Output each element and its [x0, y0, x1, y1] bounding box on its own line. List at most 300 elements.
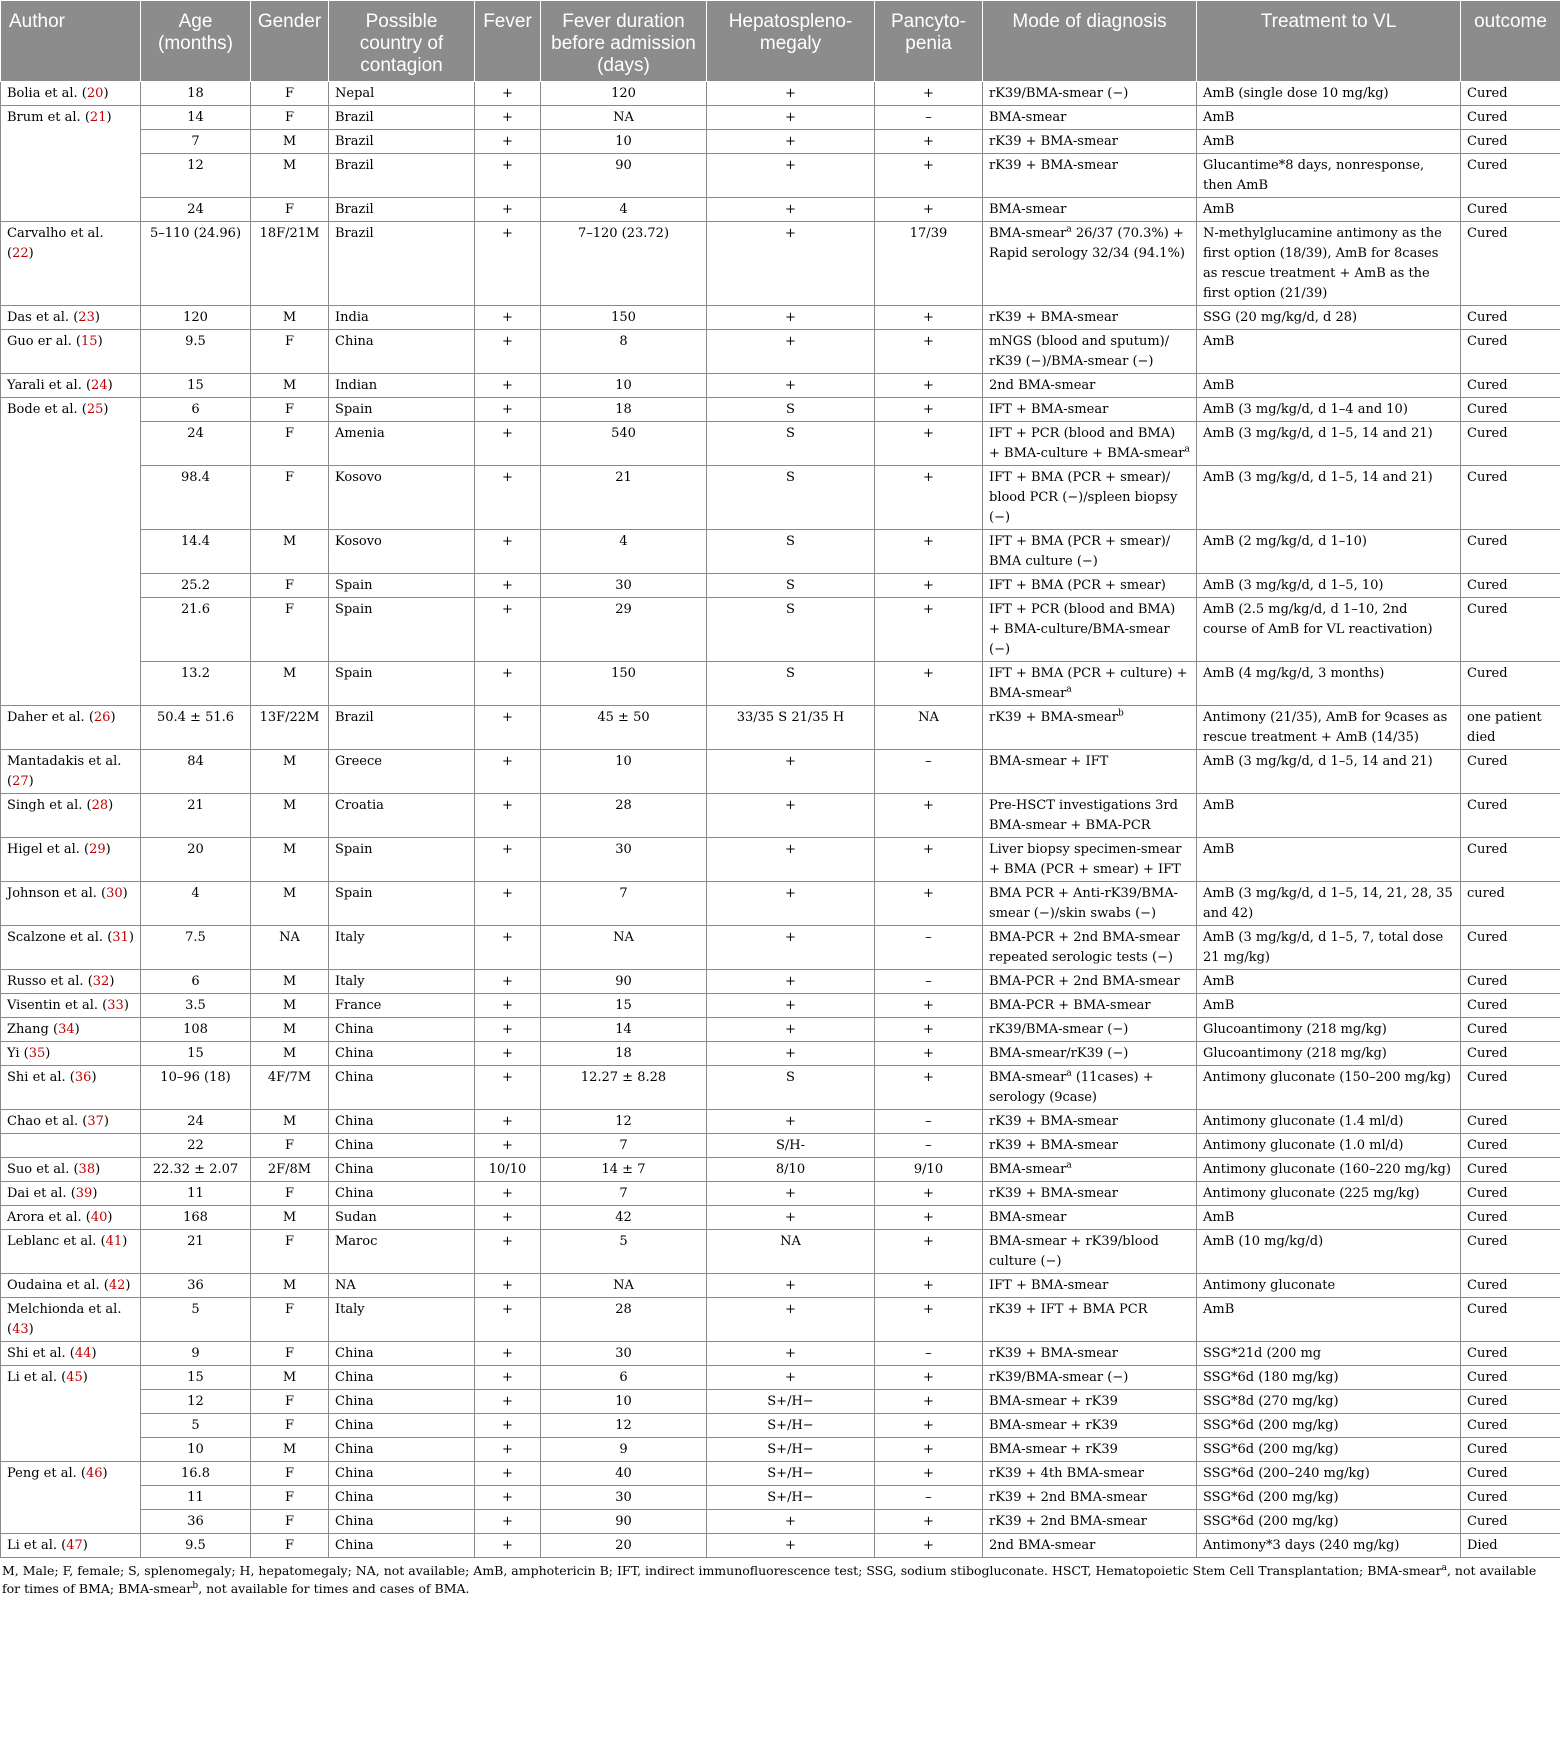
cell-fever-duration: 14 ± 7: [541, 1158, 707, 1182]
cell-fever: +: [475, 1438, 541, 1462]
cell-treatment: SSG*6d (200 mg/kg): [1197, 1438, 1461, 1462]
cell-country: Greece: [329, 750, 475, 794]
table-row: [1, 1066, 1560, 1110]
cell-treatment: Antimony (21/35), AmB for 9cases as rescue treatment + AmB (14/35): [1197, 706, 1461, 750]
cell-gender: M: [251, 530, 329, 574]
reference-link[interactable]: 31: [112, 930, 129, 945]
header-fever-duration: Fever duration before admission (days): [541, 1, 707, 82]
cell-fever-duration: 9: [541, 1438, 707, 1462]
cell-treatment: Antimony gluconate (1.4 ml/d): [1197, 1110, 1461, 1134]
diagnosis-footnote-mark: a: [1184, 444, 1190, 455]
reference-link[interactable]: 45: [66, 1370, 83, 1385]
cell-fever: +: [475, 398, 541, 422]
cell-hepatosplenomegaly: +: [707, 1366, 875, 1390]
cell-gender: NA: [251, 926, 329, 970]
cell-fever: +: [475, 1462, 541, 1486]
cell-outcome: Cured: [1461, 1158, 1560, 1182]
cell-author: Guo er al. (15): [1, 330, 141, 374]
cell-country: Brazil: [329, 222, 475, 306]
cell-age: 5–110 (24.96): [141, 222, 251, 306]
cell-age: 18: [141, 82, 251, 106]
table-row: [1, 1366, 1560, 1390]
cell-treatment: AmB: [1197, 1206, 1461, 1230]
cell-fever-duration: 21: [541, 466, 707, 530]
cell-country: Spain: [329, 574, 475, 598]
reference-link[interactable]: 36: [74, 1070, 92, 1085]
cell-age: 24: [141, 422, 251, 466]
cell-pancytopenia: +: [875, 1510, 983, 1534]
cell-treatment: AmB (3 mg/kg/d, d 1–5, 14 and 21): [1197, 422, 1461, 466]
header-hepatosplenomegaly: Hepatospleno-megaly: [707, 1, 875, 82]
cell-country: Spain: [329, 398, 475, 422]
cell-country: China: [329, 1390, 475, 1414]
cell-fever: +: [475, 1414, 541, 1438]
cell-treatment: AmB: [1197, 198, 1461, 222]
cell-gender: F: [251, 1414, 329, 1438]
cell-country: Nepal: [329, 82, 475, 106]
reference-link[interactable]: 39: [75, 1186, 93, 1201]
cell-outcome: Cured: [1461, 466, 1560, 530]
cell-outcome: Cured: [1461, 1274, 1560, 1298]
cell-gender: F: [251, 198, 329, 222]
table-row: [1, 1274, 1560, 1298]
cell-gender: F: [251, 1342, 329, 1366]
cell-age: 10: [141, 1438, 251, 1462]
footnote-text-3: , not available for times and cases of BMA.: [198, 1581, 470, 1596]
cell-fever: +: [475, 994, 541, 1018]
table-row: [1, 926, 1560, 970]
cell-fever-duration: 90: [541, 154, 707, 198]
cell-treatment: AmB: [1197, 794, 1461, 838]
cell-diagnosis: [983, 970, 1197, 994]
cell-fever: +: [475, 706, 541, 750]
cell-diagnosis: [983, 1066, 1197, 1110]
cell-age: 3.5: [141, 994, 251, 1018]
cell-age: 25.2: [141, 574, 251, 598]
table-row: [1, 422, 1560, 466]
cell-country: Indian: [329, 374, 475, 398]
cell-country: Maroc: [329, 1230, 475, 1274]
table-row: [1, 794, 1560, 838]
cell-hepatosplenomegaly: +: [707, 1298, 875, 1342]
cell-treatment: AmB: [1197, 330, 1461, 374]
cell-hepatosplenomegaly: S/H-: [707, 1134, 875, 1158]
cell-treatment: Glucoantimony (218 mg/kg): [1197, 1042, 1461, 1066]
cell-fever: +: [475, 1110, 541, 1134]
author-name: Zhang: [7, 1022, 49, 1037]
cell-fever: +: [475, 750, 541, 794]
cell-hepatosplenomegaly: +: [707, 374, 875, 398]
diagnosis-text: IFT + PCR (blood and BMA) + BMA-culture/BMA-smear (−): [989, 602, 1176, 657]
cell-treatment: Antimony gluconate (1.0 ml/d): [1197, 1134, 1461, 1158]
cell-gender: 18F/21M: [251, 222, 329, 306]
reference-link[interactable]: 43: [12, 1322, 29, 1337]
diagnosis-text: BMA-PCR + 2nd BMA-smear: [989, 974, 1180, 989]
cell-author: Johnson et al. (30): [1, 882, 141, 926]
cell-country: Croatia: [329, 794, 475, 838]
diagnosis-footnote-mark: b: [1117, 708, 1124, 719]
cell-pancytopenia: +: [875, 154, 983, 198]
cell-treatment: SSG*6d (200 mg/kg): [1197, 1414, 1461, 1438]
table-row: [1, 154, 1560, 198]
reference-link[interactable]: 29: [89, 842, 106, 857]
reference-link[interactable]: 33: [107, 998, 124, 1013]
author-name: Leblanc et al.: [7, 1234, 97, 1249]
author-name: Dai et al.: [7, 1186, 67, 1201]
cell-hepatosplenomegaly: +: [707, 882, 875, 926]
cell-outcome: Cured: [1461, 130, 1560, 154]
diagnosis-text: rK39 + BMA-smear: [989, 134, 1118, 149]
cell-pancytopenia: +: [875, 1018, 983, 1042]
cell-author: Oudaina et al. (42): [1, 1274, 141, 1298]
cell-outcome: Cured: [1461, 1018, 1560, 1042]
cell-gender: F: [251, 1486, 329, 1510]
reference-link[interactable]: 26: [93, 710, 111, 725]
cell-hepatosplenomegaly: +: [707, 198, 875, 222]
cell-country: China: [329, 1462, 475, 1486]
cell-gender: M: [251, 1438, 329, 1462]
cell-age: 12: [141, 1390, 251, 1414]
cell-fever-duration: 10: [541, 130, 707, 154]
cell-gender: F: [251, 1462, 329, 1486]
cell-hepatosplenomegaly: +: [707, 926, 875, 970]
cell-age: 120: [141, 306, 251, 330]
table-row: [1, 1462, 1560, 1486]
cell-hepatosplenomegaly: +: [707, 154, 875, 198]
cell-country: Spain: [329, 662, 475, 706]
cell-treatment: SSG*21d (200 mg: [1197, 1342, 1461, 1366]
cell-pancytopenia: +: [875, 466, 983, 530]
cell-outcome: Cured: [1461, 838, 1560, 882]
author-name: Carvalho et al.: [7, 226, 104, 241]
cell-fever-duration: 4: [541, 198, 707, 222]
cell-outcome: Cured: [1461, 1298, 1560, 1342]
cell-author: Li et al. (45): [1, 1366, 141, 1462]
cell-author: [1, 1134, 141, 1158]
reference-link[interactable]: 24: [91, 378, 108, 393]
cell-country: China: [329, 1066, 475, 1110]
author-name: Russo et al.: [7, 974, 84, 989]
cell-hepatosplenomegaly: +: [707, 106, 875, 130]
cell-treatment: SSG*6d (180 mg/kg): [1197, 1366, 1461, 1390]
cell-fever: +: [475, 1342, 541, 1366]
cell-gender: M: [251, 794, 329, 838]
reference-link[interactable]: 32: [92, 974, 110, 989]
header-outcome: outcome: [1461, 1, 1560, 82]
table-row: [1, 1342, 1560, 1366]
reference-link[interactable]: 35: [28, 1046, 46, 1061]
cell-pancytopenia: +: [875, 422, 983, 466]
cell-outcome: Cured: [1461, 374, 1560, 398]
cell-author: Zhang (34): [1, 1018, 141, 1042]
cell-outcome: Cured: [1461, 106, 1560, 130]
cell-fever-duration: 7–120 (23.72): [541, 222, 707, 306]
cell-hepatosplenomegaly: 8/10: [707, 1158, 875, 1182]
reference-link[interactable]: 15: [81, 334, 98, 349]
cell-outcome: Cured: [1461, 1342, 1560, 1366]
cell-hepatosplenomegaly: +: [707, 1110, 875, 1134]
cell-pancytopenia: +: [875, 598, 983, 662]
cell-fever-duration: 30: [541, 574, 707, 598]
cell-fever: +: [475, 330, 541, 374]
cell-hepatosplenomegaly: +: [707, 970, 875, 994]
cell-outcome: Cured: [1461, 398, 1560, 422]
reference-link[interactable]: 27: [12, 774, 29, 789]
cell-author: Shi et al. (36): [1, 1066, 141, 1110]
diagnosis-text: BMA-smear: [989, 202, 1067, 217]
cell-fever: +: [475, 422, 541, 466]
cell-author: Peng et al. (46): [1, 1462, 141, 1534]
reference-link[interactable]: 20: [86, 86, 104, 101]
cell-gender: M: [251, 306, 329, 330]
cell-gender: M: [251, 1274, 329, 1298]
author-name: Singh et al.: [7, 798, 83, 813]
cell-outcome: Cured: [1461, 1042, 1560, 1066]
cell-fever: +: [475, 1230, 541, 1274]
cell-gender: F: [251, 1182, 329, 1206]
reference-link[interactable]: 37: [87, 1114, 104, 1129]
cell-treatment: AmB: [1197, 994, 1461, 1018]
cell-treatment: AmB: [1197, 1298, 1461, 1342]
cell-age: 10–96 (18): [141, 1066, 251, 1110]
cell-treatment: AmB: [1197, 970, 1461, 994]
cell-diagnosis: [983, 1042, 1197, 1066]
header-age: Age (months): [141, 1, 251, 82]
cell-author: Das et al. (23): [1, 306, 141, 330]
cell-fever-duration: 28: [541, 794, 707, 838]
cell-outcome: Cured: [1461, 1390, 1560, 1414]
table-footnote: [0, 1558, 1560, 1598]
cell-diagnosis: [983, 750, 1197, 794]
cell-author: Higel et al. (29): [1, 838, 141, 882]
author-name: Arora et al.: [7, 1210, 82, 1225]
cell-gender: F: [251, 1510, 329, 1534]
diagnosis-text: rK39 + BMA-smear: [989, 1346, 1118, 1361]
header-country: Possible country of contagion: [329, 1, 475, 82]
cell-fever-duration: 30: [541, 1342, 707, 1366]
cell-age: 15: [141, 1042, 251, 1066]
cell-diagnosis: [983, 330, 1197, 374]
footnote-sup-b: b: [192, 1580, 199, 1591]
cell-country: China: [329, 1366, 475, 1390]
cell-pancytopenia: +: [875, 398, 983, 422]
cell-author: Shi et al. (44): [1, 1342, 141, 1366]
cell-age: 5: [141, 1298, 251, 1342]
cell-diagnosis: [983, 1390, 1197, 1414]
cell-age: 4: [141, 882, 251, 926]
author-name: Yi: [7, 1046, 20, 1061]
cell-country: Amenia: [329, 422, 475, 466]
cell-fever-duration: 7: [541, 882, 707, 926]
cell-pancytopenia: +: [875, 1274, 983, 1298]
cell-outcome: Cured: [1461, 1066, 1560, 1110]
cell-hepatosplenomegaly: S+/H−: [707, 1414, 875, 1438]
reference-link[interactable]: 41: [105, 1234, 123, 1249]
cell-outcome: Cured: [1461, 750, 1560, 794]
reference-link[interactable]: 42: [108, 1278, 126, 1293]
cell-country: Spain: [329, 882, 475, 926]
cell-outcome: Cured: [1461, 530, 1560, 574]
footnote-text-1: M, Male; F, female; S, splenomegaly; H, hepatomegaly; NA, not available; AmB, amphotericin B; IFT, indirect immunofluorescence test; SSG, sodium stibogluconate. HSCT, Hematopoietic Stem Cell Transplantation; BMA-smear: [2, 1563, 1442, 1578]
cell-age: 14: [141, 106, 251, 130]
table-row: [1, 970, 1560, 994]
cell-age: 36: [141, 1510, 251, 1534]
cell-fever-duration: 5: [541, 1230, 707, 1274]
cell-pancytopenia: –: [875, 750, 983, 794]
cell-country: China: [329, 1018, 475, 1042]
table-row: [1, 706, 1560, 750]
cell-hepatosplenomegaly: +: [707, 838, 875, 882]
cell-country: China: [329, 1510, 475, 1534]
cell-author: Scalzone et al. (31): [1, 926, 141, 970]
cell-hepatosplenomegaly: +: [707, 1206, 875, 1230]
cell-country: China: [329, 1134, 475, 1158]
cell-treatment: AmB (3 mg/kg/d, d 1–4 and 10): [1197, 398, 1461, 422]
cell-age: 15: [141, 1366, 251, 1390]
cell-gender: F: [251, 1298, 329, 1342]
cell-outcome: Cured: [1461, 1438, 1560, 1462]
cell-age: 98.4: [141, 466, 251, 530]
cell-hepatosplenomegaly: +: [707, 1534, 875, 1558]
cell-country: China: [329, 1110, 475, 1134]
diagnosis-text: BMA-smear: [989, 1210, 1067, 1225]
cell-diagnosis: [983, 198, 1197, 222]
cell-country: China: [329, 1414, 475, 1438]
diagnosis-text: IFT + BMA (PCR + smear): [989, 578, 1166, 593]
author-name: Peng et al.: [7, 1466, 77, 1481]
reference-link[interactable]: 30: [106, 886, 123, 901]
cell-fever-duration: 12.27 ± 8.28: [541, 1066, 707, 1110]
cell-diagnosis: [983, 1462, 1197, 1486]
cell-gender: F: [251, 1134, 329, 1158]
cell-author: Dai et al. (39): [1, 1182, 141, 1206]
reference-link[interactable]: 22: [12, 246, 29, 261]
cell-hepatosplenomegaly: S: [707, 466, 875, 530]
reference-link[interactable]: 21: [89, 110, 107, 125]
cell-country: Brazil: [329, 106, 475, 130]
cell-country: Brazil: [329, 706, 475, 750]
cell-age: 21: [141, 1230, 251, 1274]
cell-gender: F: [251, 598, 329, 662]
reference-link[interactable]: 25: [86, 402, 104, 417]
cell-age: 12: [141, 154, 251, 198]
cell-diagnosis: [983, 882, 1197, 926]
cell-diagnosis: [983, 1414, 1197, 1438]
diagnosis-text: BMA-smear + rK39: [989, 1394, 1118, 1409]
cell-age: 9.5: [141, 1534, 251, 1558]
table-row: [1, 1042, 1560, 1066]
author-name: Guo er al.: [7, 334, 72, 349]
cell-outcome: Cured: [1461, 1510, 1560, 1534]
author-name: Li et al.: [7, 1538, 58, 1553]
cell-age: 21: [141, 794, 251, 838]
cell-author: Brum et al. (21): [1, 106, 141, 222]
cell-gender: M: [251, 374, 329, 398]
cell-fever: +: [475, 374, 541, 398]
cell-age: 15: [141, 374, 251, 398]
table-row: [1, 1158, 1560, 1182]
cell-diagnosis: [983, 1342, 1197, 1366]
cell-age: 22.32 ± 2.07: [141, 1158, 251, 1182]
cell-treatment: Glucoantimony (218 mg/kg): [1197, 1018, 1461, 1042]
diagnosis-text: BMA-smear + rK39/blood culture (−): [989, 1234, 1159, 1269]
cell-fever: +: [475, 574, 541, 598]
reference-link[interactable]: 23: [78, 310, 95, 325]
reference-link[interactable]: 47: [66, 1538, 83, 1553]
reference-link[interactable]: 38: [78, 1162, 96, 1177]
author-name: Bolia et al.: [7, 86, 78, 101]
table-row: [1, 1486, 1560, 1510]
reference-link[interactable]: 46: [86, 1466, 103, 1481]
author-name: Yarali et al.: [7, 378, 82, 393]
cell-diagnosis: [983, 1110, 1197, 1134]
cell-gender: F: [251, 106, 329, 130]
diagnosis-text: rK39 + 2nd BMA-smear: [989, 1514, 1148, 1529]
cell-fever: +: [475, 1206, 541, 1230]
cell-diagnosis: [983, 598, 1197, 662]
cell-diagnosis: [983, 994, 1197, 1018]
author-name: Li et al.: [7, 1370, 58, 1385]
table-row: [1, 1018, 1560, 1042]
cell-country: India: [329, 306, 475, 330]
cell-treatment: AmB (10 mg/kg/d): [1197, 1230, 1461, 1274]
cell-pancytopenia: NA: [875, 706, 983, 750]
cell-fever: +: [475, 1182, 541, 1206]
cell-country: China: [329, 1486, 475, 1510]
diagnosis-text: BMA PCR + Anti-rK39/BMA-smear (−)/skin swabs (−): [989, 886, 1179, 921]
diagnosis-text: rK39 + BMA-smear: [989, 1114, 1118, 1129]
cell-pancytopenia: +: [875, 1366, 983, 1390]
cell-age: 6: [141, 970, 251, 994]
cell-pancytopenia: +: [875, 1390, 983, 1414]
cell-gender: M: [251, 662, 329, 706]
cell-hepatosplenomegaly: S: [707, 662, 875, 706]
header-row: [1, 1, 1560, 82]
cell-pancytopenia: –: [875, 970, 983, 994]
cell-treatment: AmB: [1197, 130, 1461, 154]
cell-pancytopenia: +: [875, 1534, 983, 1558]
cell-hepatosplenomegaly: +: [707, 1042, 875, 1066]
cell-country: NA: [329, 1274, 475, 1298]
cell-outcome: Cured: [1461, 154, 1560, 198]
cell-gender: F: [251, 398, 329, 422]
diagnosis-text: rK39 + BMA-smear: [989, 310, 1118, 325]
cell-pancytopenia: +: [875, 1230, 983, 1274]
reference-link[interactable]: 34: [58, 1022, 75, 1037]
cell-diagnosis: [983, 374, 1197, 398]
cell-country: Kosovo: [329, 466, 475, 530]
reference-link[interactable]: 44: [74, 1346, 92, 1361]
reference-link[interactable]: 28: [91, 798, 109, 813]
diagnosis-text: BMA-smear: [989, 226, 1067, 241]
diagnosis-text: IFT + BMA (PCR + smear)/ BMA culture (−): [989, 534, 1171, 569]
table-row: [1, 466, 1560, 530]
cell-hepatosplenomegaly: +: [707, 794, 875, 838]
cell-outcome: Cured: [1461, 1182, 1560, 1206]
diagnosis-text: rK39 + BMA-smear: [989, 1138, 1118, 1153]
cell-author: Chao et al. (37): [1, 1110, 141, 1134]
cell-diagnosis: [983, 1486, 1197, 1510]
cell-gender: M: [251, 1366, 329, 1390]
cell-author: Melchionda et al. (43): [1, 1298, 141, 1342]
cell-gender: F: [251, 1230, 329, 1274]
cell-pancytopenia: +: [875, 1182, 983, 1206]
reference-link[interactable]: 40: [90, 1210, 108, 1225]
cell-fever-duration: 8: [541, 330, 707, 374]
cell-diagnosis: [983, 222, 1197, 306]
cell-author: Singh et al. (28): [1, 794, 141, 838]
diagnosis-text: Liver biopsy specimen-smear + BMA (PCR + smear) + IFT: [989, 842, 1182, 877]
